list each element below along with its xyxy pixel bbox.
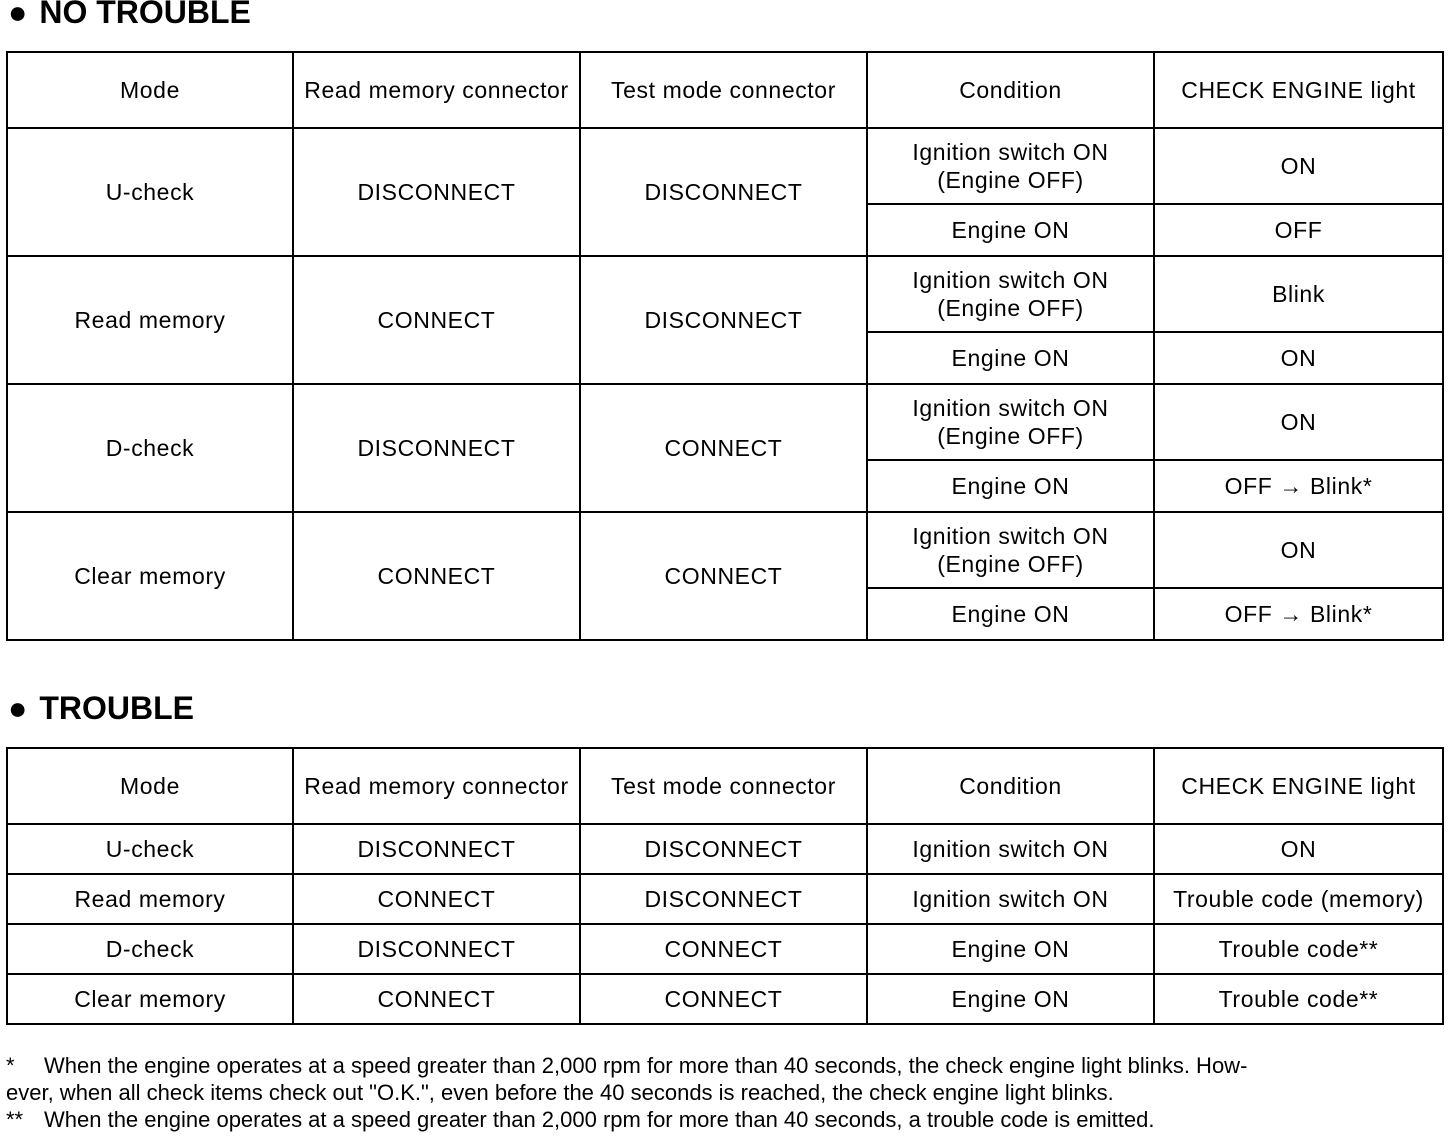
header-check-engine-light: CHECK ENGINE light	[1154, 52, 1443, 128]
mode-cell: D-check	[7, 384, 293, 512]
header-read-memory-connector: Read memory connector	[293, 52, 580, 128]
condition-cell: Engine ON	[867, 924, 1154, 974]
test-mode-cell: DISCONNECT	[580, 256, 867, 384]
condition-cell: Ignition switch ON	[867, 824, 1154, 874]
footnote-text: When the engine operates at a speed greater than 2,000 rpm for more than 40 seconds, the check engine light blinks. How-	[44, 1053, 1248, 1078]
no-trouble-heading	[8, 0, 251, 28]
light-cell: ON	[1154, 128, 1443, 204]
light-cell: Blink	[1154, 256, 1443, 332]
table-row	[7, 128, 1443, 204]
header-test-mode-connector: Test mode connector	[580, 52, 867, 128]
mode-cell: Read memory	[7, 874, 293, 924]
footnote-double-asterisk	[6, 1106, 1446, 1133]
footnote-line	[6, 1052, 1446, 1079]
header-read-memory-connector: Read memory connector	[293, 748, 580, 824]
condition-cell: Engine ON	[867, 204, 1154, 256]
footnote-mark: *	[6, 1053, 15, 1078]
light-cell: ON	[1154, 384, 1443, 460]
light-cell: ON	[1154, 332, 1443, 384]
table-row	[7, 924, 1443, 974]
trouble-table	[6, 747, 1444, 1025]
condition-cell: Ignition switch ON (Engine OFF)	[867, 384, 1154, 460]
table-header-row	[7, 748, 1443, 824]
condition-cell: Engine ON	[867, 974, 1154, 1024]
light-cell: ON	[1154, 512, 1443, 588]
header-check-engine-light: CHECK ENGINE light	[1154, 748, 1443, 824]
footnote-line	[6, 1106, 1446, 1133]
read-memory-cell: CONNECT	[293, 256, 580, 384]
read-memory-cell: CONNECT	[293, 512, 580, 640]
condition-cell: Ignition switch ON (Engine OFF)	[867, 256, 1154, 332]
table-row	[7, 256, 1443, 332]
test-mode-cell: CONNECT	[580, 974, 867, 1024]
footnote-line: ever, when all check items check out "O.K.", even before the 40 seconds is reached, the check engine light blinks.	[6, 1080, 1114, 1105]
read-memory-cell: DISCONNECT	[293, 824, 580, 874]
light-cell: Trouble code**	[1154, 974, 1443, 1024]
header-mode: Mode	[7, 748, 293, 824]
mode-cell: Clear memory	[7, 512, 293, 640]
read-memory-cell: DISCONNECT	[293, 128, 580, 256]
light-cell: OFF → Blink*	[1154, 460, 1443, 512]
table-row	[7, 824, 1443, 874]
no-trouble-table	[6, 51, 1444, 641]
read-memory-cell: DISCONNECT	[293, 384, 580, 512]
light-cell: OFF → Blink*	[1154, 588, 1443, 640]
header-condition: Condition	[867, 748, 1154, 824]
header-test-mode-connector: Test mode connector	[580, 748, 867, 824]
table-row	[7, 512, 1443, 588]
condition-cell: Ignition switch ON (Engine OFF)	[867, 512, 1154, 588]
condition-cell: Ignition switch ON	[867, 874, 1154, 924]
no-trouble-title: NO TROUBLE	[39, 0, 251, 30]
footnote-single-asterisk	[6, 1052, 1446, 1106]
test-mode-cell: DISCONNECT	[580, 874, 867, 924]
condition-cell: Engine ON	[867, 460, 1154, 512]
footnote-mark: **	[6, 1107, 24, 1132]
read-memory-cell: CONNECT	[293, 974, 580, 1024]
test-mode-cell: DISCONNECT	[580, 824, 867, 874]
mode-cell: Clear memory	[7, 974, 293, 1024]
condition-cell: Ignition switch ON (Engine OFF)	[867, 128, 1154, 204]
light-cell: ON	[1154, 824, 1443, 874]
mode-cell: Read memory	[7, 256, 293, 384]
read-memory-cell: CONNECT	[293, 874, 580, 924]
test-mode-cell: CONNECT	[580, 384, 867, 512]
table-row	[7, 874, 1443, 924]
header-condition: Condition	[867, 52, 1154, 128]
table-row	[7, 384, 1443, 460]
bullet-icon: ●	[8, 690, 28, 726]
light-cell: Trouble code (memory)	[1154, 874, 1443, 924]
condition-cell: Engine ON	[867, 588, 1154, 640]
trouble-heading	[8, 692, 194, 724]
mode-cell: U-check	[7, 824, 293, 874]
mode-cell: U-check	[7, 128, 293, 256]
read-memory-cell: DISCONNECT	[293, 924, 580, 974]
footnote-text: When the engine operates at a speed greater than 2,000 rpm for more than 40 seconds, a trouble code is emitted.	[44, 1107, 1155, 1132]
mode-cell: D-check	[7, 924, 293, 974]
table-header-row	[7, 52, 1443, 128]
test-mode-cell: CONNECT	[580, 924, 867, 974]
light-cell: Trouble code**	[1154, 924, 1443, 974]
bullet-icon: ●	[8, 0, 28, 30]
condition-cell: Engine ON	[867, 332, 1154, 384]
table-row	[7, 974, 1443, 1024]
test-mode-cell: DISCONNECT	[580, 128, 867, 256]
test-mode-cell: CONNECT	[580, 512, 867, 640]
light-cell: OFF	[1154, 204, 1443, 256]
trouble-title: TROUBLE	[39, 690, 194, 726]
header-mode: Mode	[7, 52, 293, 128]
